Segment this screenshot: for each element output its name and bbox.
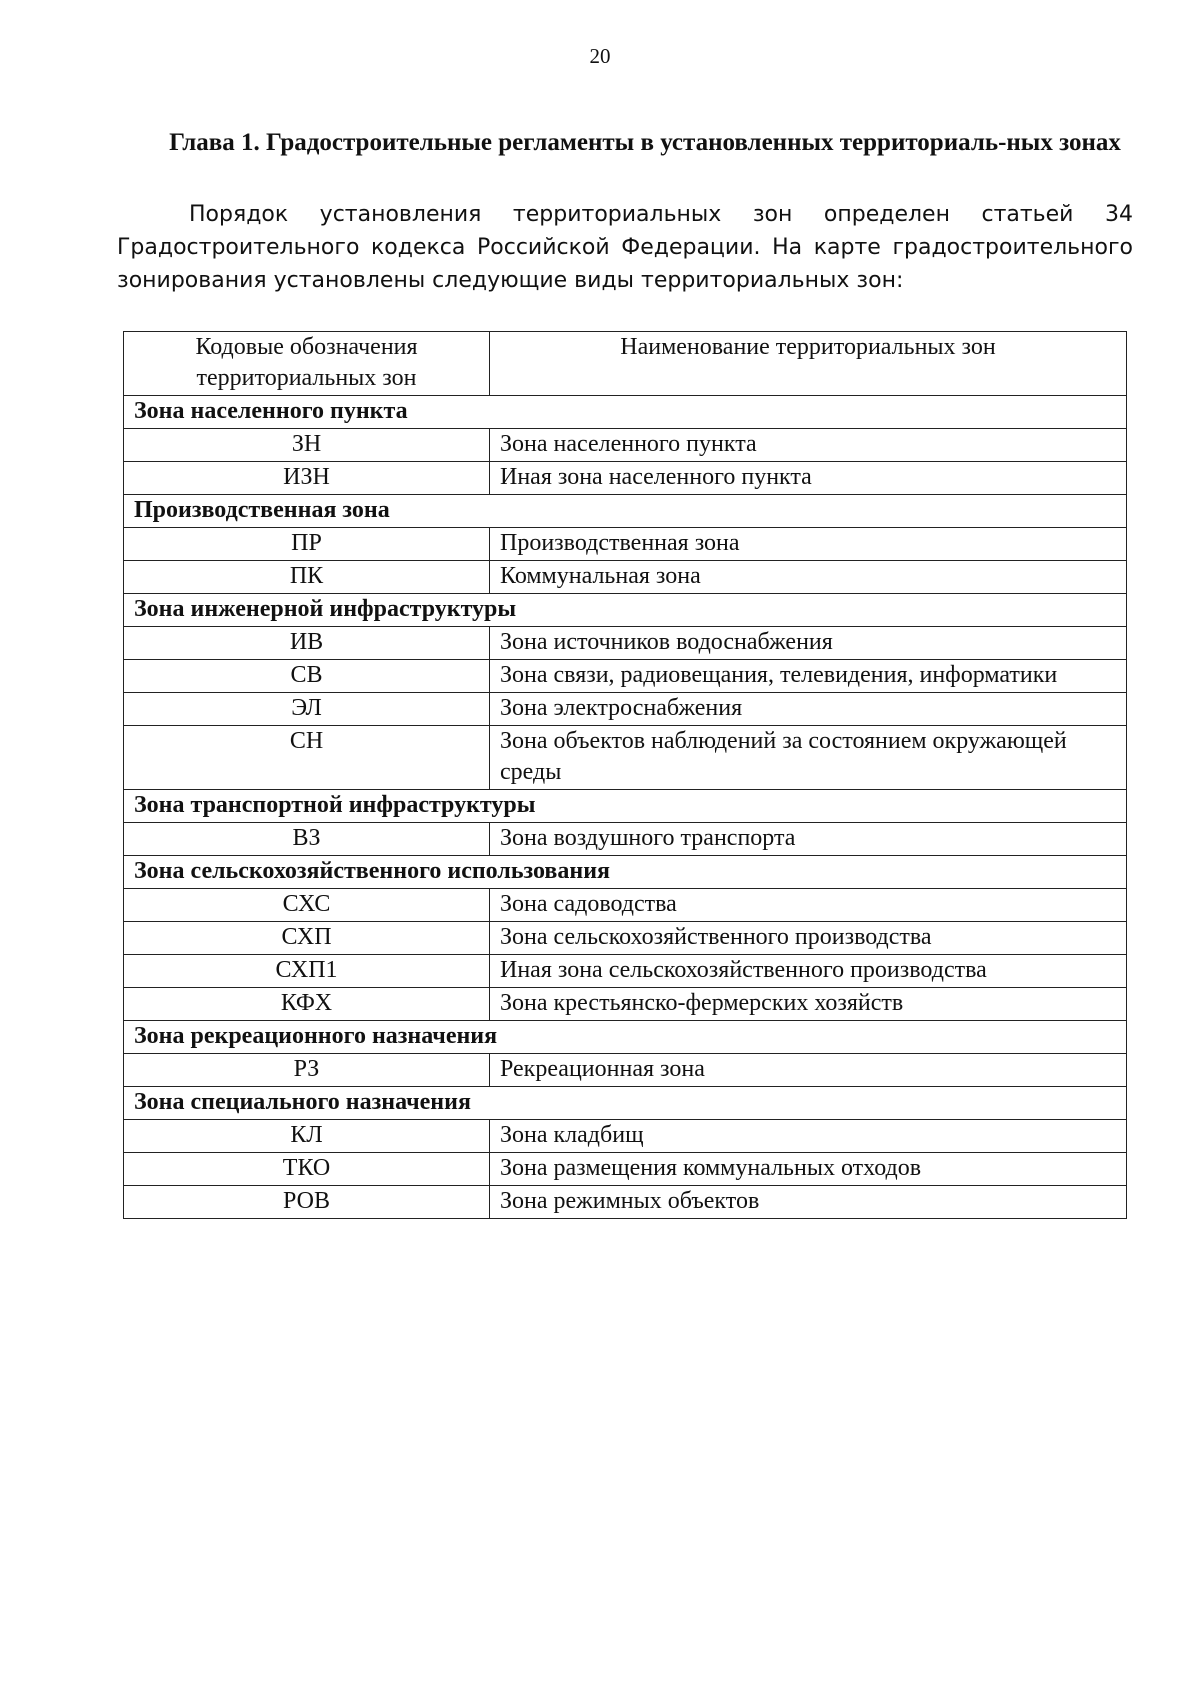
zone-code: ИЗН <box>124 462 490 495</box>
group-row <box>124 1087 1127 1120</box>
table-row <box>124 988 1127 1021</box>
zone-name: Зона размещения коммунальных отходов <box>490 1153 1127 1186</box>
group-title: Зона рекреационного назначения <box>124 1021 1127 1054</box>
table-row <box>124 561 1127 594</box>
zone-name: Иная зона сельскохозяйственного производства <box>490 955 1127 988</box>
zone-code: РОВ <box>124 1186 490 1219</box>
table-row <box>124 1054 1127 1087</box>
zone-code: СН <box>124 726 490 790</box>
group-row <box>124 594 1127 627</box>
zone-name: Зона электроснабжения <box>490 693 1127 726</box>
zones-table <box>123 331 1127 1219</box>
zone-name: Зона режимных объектов <box>490 1186 1127 1219</box>
table-row <box>124 627 1127 660</box>
zone-name: Зона кладбищ <box>490 1120 1127 1153</box>
group-row <box>124 396 1127 429</box>
zone-name: Зона объектов наблюдений за состоянием окружающей среды <box>490 726 1127 790</box>
zone-code: СВ <box>124 660 490 693</box>
zone-name: Зона населенного пункта <box>490 429 1127 462</box>
group-row <box>124 790 1127 823</box>
group-title: Зона специального назначения <box>124 1087 1127 1120</box>
group-row <box>124 1021 1127 1054</box>
zone-name: Зона источников водоснабжения <box>490 627 1127 660</box>
table-row <box>124 889 1127 922</box>
table-row <box>124 922 1127 955</box>
zone-name: Рекреационная зона <box>490 1054 1127 1087</box>
group-title: Производственная зона <box>124 495 1127 528</box>
table-row <box>124 823 1127 856</box>
zone-code: ПР <box>124 528 490 561</box>
zone-name: Иная зона населенного пункта <box>490 462 1127 495</box>
zone-name: Коммунальная зона <box>490 561 1127 594</box>
table-row <box>124 726 1127 790</box>
zone-code: РЗ <box>124 1054 490 1087</box>
table-row <box>124 1153 1127 1186</box>
group-title: Зона сельскохозяйственного использования <box>124 856 1127 889</box>
group-title: Зона населенного пункта <box>124 396 1127 429</box>
group-title: Зона транспортной инфраструктуры <box>124 790 1127 823</box>
zone-name: Производственная зона <box>490 528 1127 561</box>
zone-name: Зона связи, радиовещания, телевидения, информатики <box>490 660 1127 693</box>
intro-paragraph: Порядок установления территориальных зон определен статьей 34 Градостроительного кодекса Российской Федерации. На карте градостроительного зонирования установлены следующие виды территориальных зон: <box>117 202 1133 293</box>
zone-code: СХП <box>124 922 490 955</box>
table-row <box>124 955 1127 988</box>
table-header-row <box>124 332 1127 396</box>
table-row <box>124 1186 1127 1219</box>
zone-name: Зона воздушного транспорта <box>490 823 1127 856</box>
header-name: Наименование территориальных зон <box>490 332 1127 396</box>
table-row <box>124 693 1127 726</box>
table-row <box>124 660 1127 693</box>
page-number: 20 <box>589 44 611 68</box>
zone-code: ЭЛ <box>124 693 490 726</box>
zone-code: КЛ <box>124 1120 490 1153</box>
zone-code: СХП1 <box>124 955 490 988</box>
zone-code: ЗН <box>124 429 490 462</box>
header-code: Кодовые обозначения территориальных зон <box>124 332 490 396</box>
zone-code: СХС <box>124 889 490 922</box>
zone-code: КФХ <box>124 988 490 1021</box>
zone-name: Зона крестьянско-фермерских хозяйств <box>490 988 1127 1021</box>
group-row <box>124 856 1127 889</box>
zone-code: ТКО <box>124 1153 490 1186</box>
zone-name: Зона садоводства <box>490 889 1127 922</box>
zone-name: Зона сельскохозяйственного производства <box>490 922 1127 955</box>
zone-code: ПК <box>124 561 490 594</box>
table-row <box>124 1120 1127 1153</box>
table-row <box>124 462 1127 495</box>
table-row <box>124 429 1127 462</box>
group-title: Зона инженерной инфраструктуры <box>124 594 1127 627</box>
table-row <box>124 528 1127 561</box>
chapter-title: Глава 1. Градостроительные регламенты в установленных территориаль-ных зонах <box>169 129 1121 156</box>
zone-code: ИВ <box>124 627 490 660</box>
zones-table-body <box>124 396 1127 1219</box>
group-row <box>124 495 1127 528</box>
zone-code: ВЗ <box>124 823 490 856</box>
